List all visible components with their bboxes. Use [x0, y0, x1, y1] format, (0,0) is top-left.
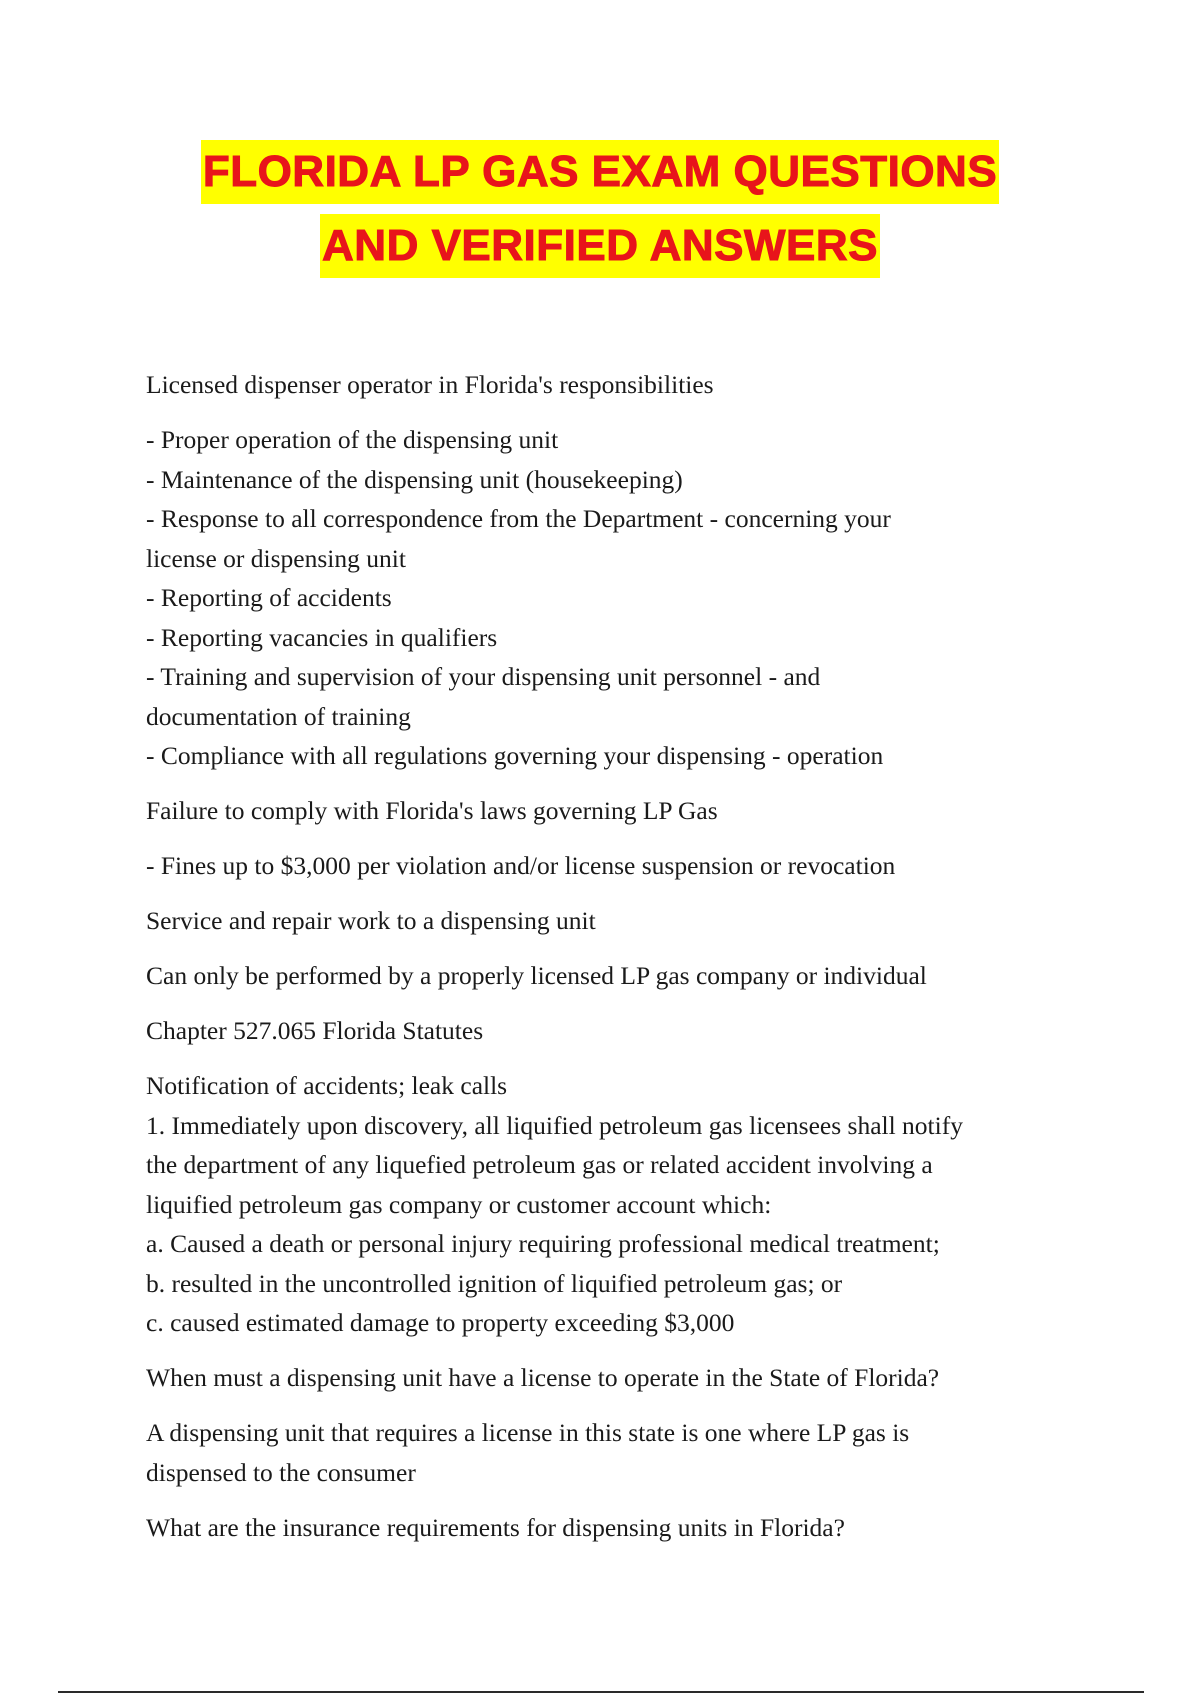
text-block	[146, 1066, 1086, 1343]
text-line: Licensed dispenser operator in Florida's responsibilities	[146, 370, 714, 399]
text-line: - Proper operation of the dispensing unit	[146, 425, 559, 454]
text-line: Service and repair work to a dispensing unit	[146, 906, 596, 935]
footer-rule	[58, 1691, 1144, 1693]
document-body	[146, 365, 1086, 1563]
text-line: A dispensing unit that requires a license in this state is one where LP gas is	[146, 1418, 910, 1447]
text-line: b. resulted in the uncontrolled ignition of liquified petroleum gas; or	[146, 1268, 843, 1298]
text-line: When must a dispensing unit have a license to operate in the State of Florida?	[146, 1363, 940, 1392]
title-line-2: AND VERIFIED ANSWERS	[320, 214, 880, 278]
text-line: 1. Immediately upon discovery, all liquified petroleum gas licensees shall notify	[146, 1110, 963, 1140]
text-line: - Maintenance of the dispensing unit (housekeeping)	[146, 464, 683, 494]
text-line: - Response to all correspondence from the Department - concerning your	[146, 504, 891, 533]
text-block	[146, 365, 1086, 405]
text-block	[146, 846, 1086, 886]
text-line: c. caused estimated damage to property exceeding $3,000	[146, 1308, 735, 1337]
text-block	[146, 1358, 1086, 1398]
text-line: license or dispensing unit	[146, 543, 406, 573]
text-line: dispensed to the consumer	[146, 1457, 416, 1487]
text-line: - Compliance with all regulations governing your dispensing - operation	[146, 741, 884, 770]
text-line: Failure to comply with Florida's laws governing LP Gas	[146, 796, 718, 825]
text-line: the department of any liquefied petroleum gas or related accident involving a	[146, 1150, 933, 1179]
text-block	[146, 791, 1086, 831]
text-block	[146, 956, 1086, 996]
text-line: - Reporting of accidents	[146, 583, 392, 612]
text-block	[146, 1413, 1086, 1492]
text-line: Chapter 527.065 Florida Statutes	[146, 1016, 484, 1045]
text-line: What are the insurance requirements for dispensing units in Florida?	[146, 1512, 845, 1542]
text-block	[146, 1011, 1086, 1051]
text-line: Notification of accidents; leak calls	[146, 1071, 508, 1100]
text-line: Can only be performed by a properly licensed LP gas company or individual	[146, 961, 927, 990]
text-line: - Reporting vacancies in qualifiers	[146, 622, 498, 652]
text-block	[146, 1508, 1086, 1548]
text-block	[146, 420, 1086, 776]
text-line: liquified petroleum gas company or customer account which:	[146, 1189, 772, 1219]
text-line: - Fines up to $3,000 per violation and/or license suspension or revocation	[146, 851, 896, 880]
text-block	[146, 901, 1086, 941]
text-line: documentation of training	[146, 701, 411, 731]
text-line: a. Caused a death or personal injury requiring professional medical treatment;	[146, 1229, 940, 1258]
text-line: - Training and supervision of your dispensing unit personnel - and	[146, 662, 821, 691]
document-title	[0, 140, 1200, 288]
title-line-1: FLORIDA LP GAS EXAM QUESTIONS	[201, 140, 999, 204]
